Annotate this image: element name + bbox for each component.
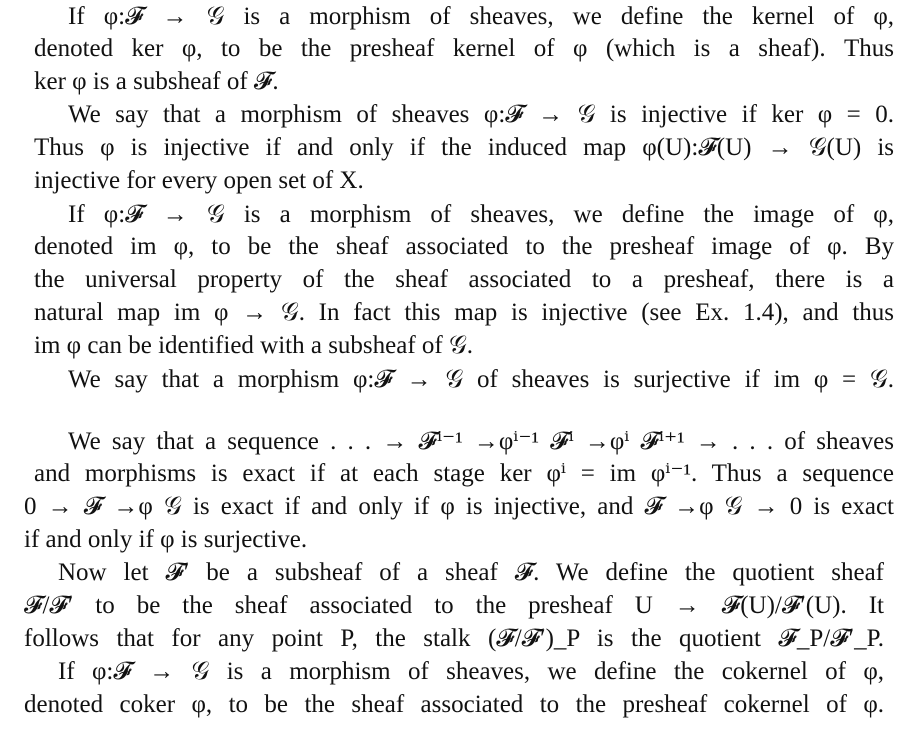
injective-line-3: injective for every open set of X. (34, 167, 364, 194)
injective-line-2: Thus φ is injective if and only if the induced map φ(U):𝓕(U) → 𝒢(U) is (34, 134, 894, 161)
exact-line-3: 0 → 𝓕 →φ 𝒢 is exact if and only if φ is injective, and 𝓕 →φ 𝒢 → 0 is exact (24, 493, 894, 520)
cokernel-line-2: denoted coker φ, to be the sheaf associated to the presheaf cokernel of φ. (24, 691, 884, 718)
exact-line-1: We say that a sequence . . . → 𝓕ⁱ⁻¹ →φⁱ⁻¹ 𝓕ⁱ →φⁱ 𝓕ⁱ⁺¹ → . . . of sheaves (68, 428, 894, 455)
image-line-1: If φ:𝓕 → 𝒢 is a morphism of sheaves, we define the image of φ, (68, 201, 894, 228)
image-line-2: denoted im φ, to be the sheaf associated to the presheaf image of φ. By (34, 233, 894, 260)
quotient-line-2: 𝓕/𝓕′ to be the sheaf associated to the presheaf U → 𝓕(U)/𝓕′(U). It (24, 592, 884, 619)
surjective-line-1: We say that a morphism φ:𝓕 → 𝒢 of sheaves is surjective if im φ = 𝒢. (68, 366, 894, 393)
kernel-line-1: If φ:𝓕 → 𝒢 is a morphism of sheaves, we define the kernel of φ, (68, 3, 894, 30)
injective-line-1: We say that a morphism of sheaves φ:𝓕 → 𝒢 is injective if ker φ = 0. (68, 101, 894, 128)
image-line-3: the universal property of the sheaf associated to a presheaf, there is a (34, 266, 894, 293)
kernel-line-2: denoted ker φ, to be the presheaf kernel of φ (which is a sheaf). Thus (34, 35, 894, 62)
exact-line-2: and morphisms is exact if at each stage ker φⁱ = im φⁱ⁻¹. Thus a sequence (34, 460, 894, 487)
image-line-5: im φ can be identified with a subsheaf of 𝒢. (34, 332, 474, 359)
quotient-line-3: follows that for any point P, the stalk (𝓕/𝓕′)_P is the quotient 𝓕_P/𝓕′_P. (24, 625, 884, 652)
quotient-line-1: Now let 𝓕′ be a subsheaf of a sheaf 𝓕. We define the quotient sheaf (58, 559, 884, 586)
kernel-line-3: ker φ is a subsheaf of 𝓕. (34, 68, 279, 95)
exact-line-4: if and only if φ is surjective. (24, 526, 308, 553)
cokernel-line-1: If φ:𝓕 → 𝒢 is a morphism of sheaves, we define the cokernel of φ, (58, 658, 884, 685)
image-line-4: natural map im φ → 𝒢. In fact this map is injective (see Ex. 1.4), and thus (34, 299, 894, 326)
